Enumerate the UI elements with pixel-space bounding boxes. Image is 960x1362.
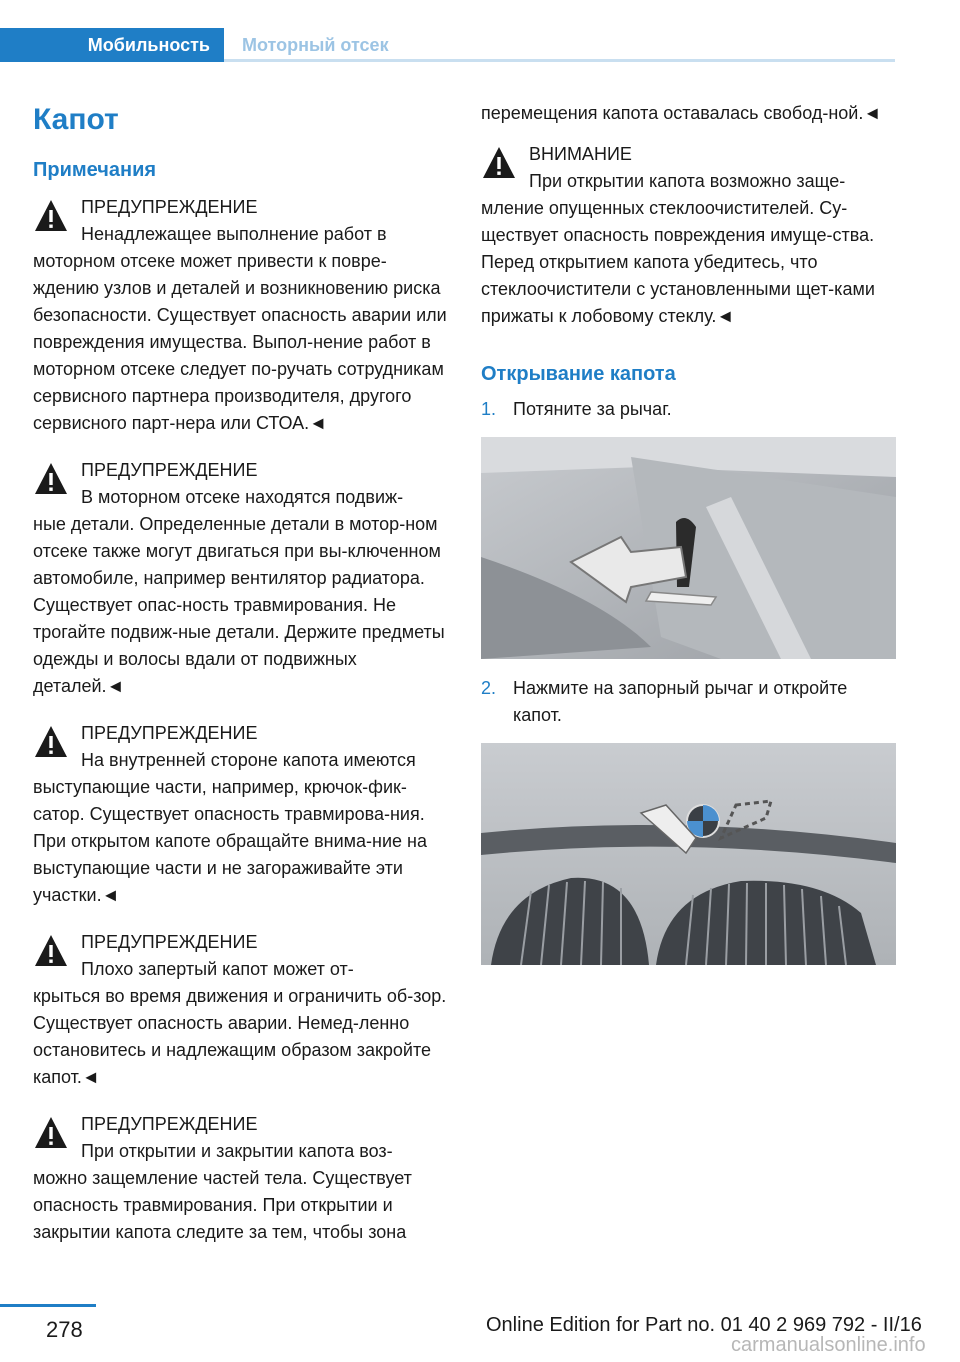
step-text: Нажмите на запорный рычаг и откройте капот. (513, 678, 848, 725)
warning-text: выступающие части, например, крючок-фик-сатор. Существует опасность травмирова-ния. При открытом капоте обращайте внима-ние на выступающие части и не загораживайте эти участки.◄ (33, 777, 427, 905)
step-text: Потяните за рычаг. (513, 399, 672, 419)
warning-block (33, 1111, 449, 1246)
warning-label: ПРЕДУПРЕЖДЕНИЕ (81, 723, 258, 743)
hood-latch-illustration (481, 743, 896, 965)
warning-block (33, 457, 449, 700)
list-item (481, 396, 896, 423)
step-number: 1. (481, 399, 497, 419)
hood-latch-image (481, 743, 896, 965)
warning-first-line: На внутренней стороне капота имеются (81, 750, 416, 770)
tab-mobility-label: Мобильность (87, 34, 210, 55)
warning-triangle-icon (33, 933, 69, 969)
attention-text: мление опущенных стеклоочистителей. Су-ществует опасность повреждения имуще-ства. Перед открытием капота убедитесь, что стеклоочистители с установленными щет-ками прижаты к лобовому стеклу.◄ (481, 198, 875, 326)
notes-heading: Примечания (33, 159, 157, 181)
tab-mobility[interactable] (0, 28, 224, 62)
hood-lever-image (481, 437, 896, 659)
hood-release-lever-illustration (481, 437, 896, 659)
warning-triangle-icon (481, 145, 517, 181)
warning-block (33, 194, 449, 437)
attention-block (481, 141, 896, 330)
warning-label: ПРЕДУПРЕЖДЕНИЕ (81, 1114, 258, 1134)
footer-rule (0, 1304, 96, 1307)
warning-block (33, 929, 449, 1091)
edition-note: Online Edition for Part no. 01 40 2 969 792 - II/16 (486, 1314, 922, 1336)
warning-first-line: Плохо запертый капот может от- (81, 959, 354, 979)
warning-triangle-icon (33, 1115, 69, 1151)
warning-continuation: перемещения капота оставалась свобод-ной.◄ (481, 103, 882, 123)
tab-engine-compartment-label: Моторный отсек (242, 34, 389, 55)
warning-first-line: При открытии и закрытии капота воз- (81, 1141, 393, 1161)
warning-text: ные детали. Определенные детали в мотор-ном отсеке также могут двигаться при вы-ключенном автомобиле, например вентилятор радиатора. Существует опас-ность травмирования. Не трогайте подвиж-ные детали. Держите предметы одежды и волосы вдали от подвижных деталей.◄ (33, 514, 445, 696)
warning-triangle-icon (33, 198, 69, 234)
attention-label: ВНИМАНИЕ (529, 144, 632, 164)
warning-first-line: Ненадлежащее выполнение работ в (81, 224, 387, 244)
warning-label: ПРЕДУПРЕЖДЕНИЕ (81, 932, 258, 952)
tab-engine-compartment[interactable] (242, 28, 389, 62)
warning-first-line: В моторном отсеке находятся подвиж- (81, 487, 404, 507)
warning-text: моторном отсеке может привести к повре-ждению узлов и деталей и возникновению риска безопасности. Существует опасность аварии или повреждения имущества. Выпол-нение работ в моторном отсеке следует по-ручать сотрудникам сервисного партнера производителя, другого сервисного парт-нера или СТОА.◄ (33, 251, 447, 433)
right-column (481, 100, 896, 981)
list-item (481, 675, 896, 729)
steps-list (481, 396, 896, 965)
opening-heading: Открывание капота (481, 363, 676, 385)
left-column (33, 100, 449, 1246)
warning-triangle-icon (33, 461, 69, 497)
warning-triangle-icon (33, 724, 69, 760)
attention-first-line: При открытии капота возможно заще- (529, 171, 846, 191)
page-title: Капот (33, 103, 119, 136)
warning-text: можно защемление частей тела. Существует опасность травмирования. При открытии и закрытии капота следите за тем, чтобы зона (33, 1168, 412, 1242)
warning-text: крыться во время движения и ограничить об-зор. Существует опасность аварии. Немед-ленно остановитесь и надлежащим образом закройте капот.◄ (33, 986, 447, 1087)
warning-label: ПРЕДУПРЕЖДЕНИЕ (81, 197, 258, 217)
page-number: 278 (46, 1317, 83, 1342)
warning-label: ПРЕДУПРЕЖДЕНИЕ (81, 460, 258, 480)
watermark: carmanualsonline.info (731, 1334, 926, 1356)
step-number: 2. (481, 678, 497, 698)
warning-block (33, 720, 449, 909)
